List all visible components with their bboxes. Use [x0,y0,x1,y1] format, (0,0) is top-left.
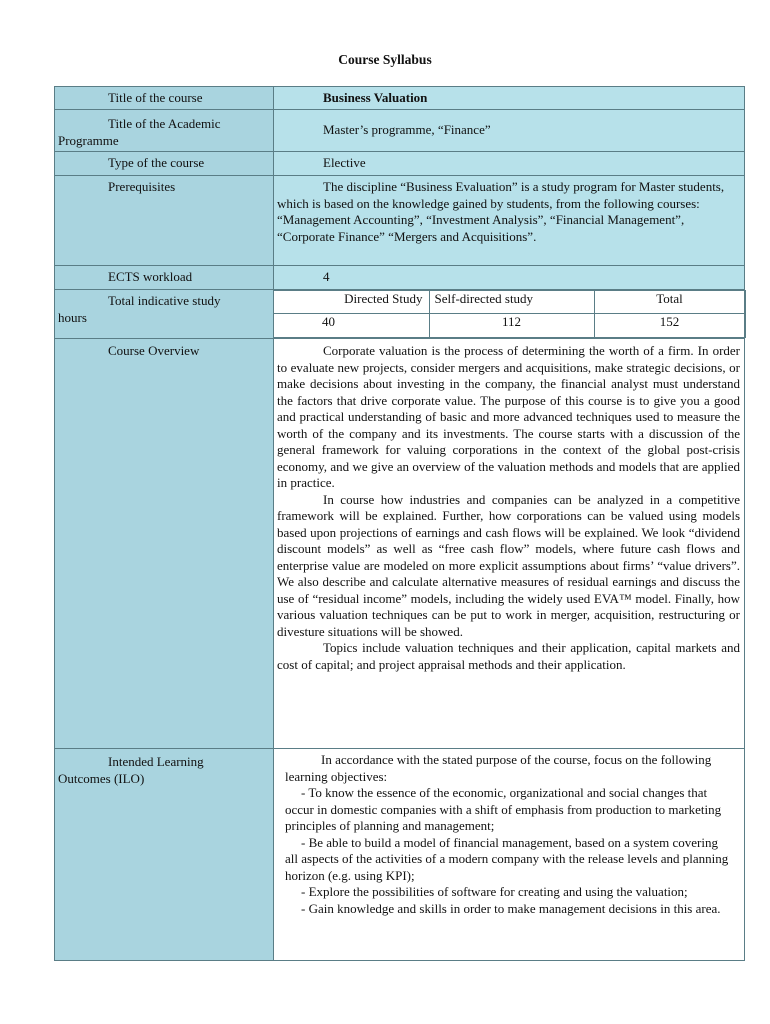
hours-table [274,290,746,338]
label-ilo-line2: Outcomes (ILO) [58,770,145,786]
row-title-course [55,87,745,110]
row-ilo [55,749,745,961]
value-ects: 4 [323,269,330,284]
label-programme-line1: Title of the Academic [108,116,221,131]
value-total-hours: 152 [594,314,745,338]
ilo-item: - Gain knowledge and skills in order to make management decisions in this area. [301,900,721,916]
ilo-item: - To know the essence of the economic, organizational and social changes that occur in domestic companies with a shift of emphasis from production to marketing principles of planning and management; [285,785,722,833]
hours-value-row [274,314,745,338]
row-prerequisites [55,176,745,266]
label-ects: ECTS workload [108,269,193,284]
label-type: Type of the course [108,155,205,170]
overview-text [274,339,744,674]
value-directed-hours: 40 [274,314,429,338]
header-self-directed-study: Self-directed study [429,291,594,314]
value-prerequisites: The discipline “Business Evaluation” is a study program for Master students, which is based on the knowledge gained by students, from the following courses: “Management Accounting”, “Investment Analysis”, “Financial Management”, “Corporate Finance” “Mergers and Acquisitions”. [277,179,725,244]
label-hours-line1: Total indicative study [108,293,221,308]
row-overview [55,339,745,749]
label-ilo-line1: Intended Learning [108,754,204,769]
ilo-text [274,749,744,920]
row-title-programme [55,110,745,152]
header-total: Total [594,291,745,314]
ilo-item: - Be able to build a model of financial management, based on a system covering all aspects of the activities of a modern company with the release levels and planning horizon (e.g. using KPI); [285,834,729,883]
overview-paragraph: Topics include valuation techniques and their application, capital markets and cost of capital; and project appraisal methods and their application. [277,640,740,672]
row-ects [55,266,745,290]
hours-header-row [274,291,745,314]
label-hours-line2: hours [58,309,87,325]
label-overview: Course Overview [108,343,200,358]
value-self-directed-hours: 112 [429,314,594,338]
overview-paragraph: Corporate valuation is the process of determining the worth of a firm. In order to evaluate new projects, consider mergers and acquisitions, make strategic decisions, or make decisions about investing in the company, the financial analyst must understand the factors that drive corporate value. The purpose of this course is to give you a good and practical understanding of basic and more advanced techniques used to measure the worth of the company and its investments. The course starts with a discussion of the general framework for valuing corporations in the context of the global post-crisis economy, and we give an overview of the valuation methods and models that are applied in practice. [277,343,740,490]
syllabus-table [54,86,745,961]
value-course-title: Business Valuation [323,90,428,105]
value-type: Elective [323,155,366,170]
row-hours [55,290,745,339]
ilo-intro: In accordance with the stated purpose of the course, focus on the following learning objectives: [285,752,712,784]
label-programme-line2: Programme [58,132,119,148]
overview-paragraph: In course how industries and companies can be analyzed in a competitive framework will be explained. Further, how corporations can be valued using models based upon projections of earnings and cash flows will be explained. We look “dividend discount models” as well as “free cash flow” models, where future cash flows and enterprise value are modeled on more explicit assumptions about firms’ “value drivers”. We also describe and calculate alternative measures of residual earnings and discuss the use of “residual income” models, including the widely used EVA™ model. Finally, how various valuation techniques can be put to work in merger, acquisition, restructuring or divesture situations will be showed. [277,491,740,639]
label-title-course: Title of the course [108,90,203,105]
header-directed-study: Directed Study [274,291,429,314]
value-programme: Master’s programme, “Finance” [323,122,491,138]
ilo-item: - Explore the possibilities of software for creating and using the valuation; [301,884,688,899]
row-type [55,152,745,176]
label-prerequisites: Prerequisites [108,179,176,194]
document-title: Course Syllabus [338,52,432,67]
